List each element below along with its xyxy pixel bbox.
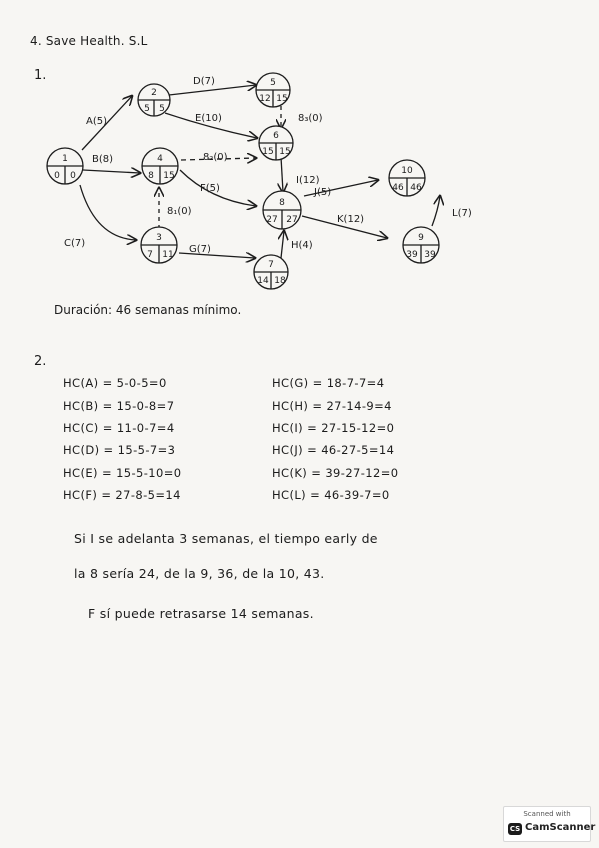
float-G: HC(G) = 18-7-7=4: [272, 376, 385, 390]
svg-text:10: 10: [401, 166, 413, 176]
node-6: [259, 126, 293, 160]
svg-text:7: 7: [147, 250, 153, 260]
svg-text:12: 12: [259, 94, 271, 104]
label-dummy2: 8₂(0): [203, 152, 228, 163]
svg-text:9: 9: [418, 233, 424, 243]
node-4: [142, 148, 178, 184]
label-dummy1: 8₁(0): [167, 206, 192, 217]
float-H: HC(H) = 27-14-9=4: [272, 399, 392, 413]
svg-text:3: 3: [156, 233, 162, 243]
node-8: [263, 191, 301, 229]
float-A: HC(A) = 5-0-5=0: [63, 376, 167, 390]
node-9: [403, 227, 439, 263]
svg-text:2: 2: [151, 88, 157, 98]
svg-text:4: 4: [157, 154, 163, 164]
label-E: E(10): [195, 113, 222, 124]
label-K: K(12): [337, 214, 365, 225]
node-7: [254, 255, 288, 289]
float-E: HC(E) = 15-5-10=0: [63, 466, 182, 480]
edge-I: [281, 157, 283, 192]
svg-text:15: 15: [276, 94, 288, 104]
node-10: [389, 160, 425, 196]
svg-text:11: 11: [162, 250, 174, 260]
camscanner-watermark: [503, 806, 596, 842]
section-2-number: 2.: [34, 354, 47, 369]
label-J: J(5): [314, 187, 332, 198]
svg-text:27: 27: [286, 215, 298, 225]
float-F: HC(F) = 27-8-5=14: [63, 488, 181, 502]
float-C: HC(C) = 11-0-7=4: [63, 421, 175, 435]
label-B: B(8): [92, 154, 114, 165]
document-title: 4. Save Health. S.L: [30, 34, 148, 48]
svg-text:39: 39: [424, 250, 436, 260]
svg-text:18: 18: [274, 276, 286, 286]
svg-text:15: 15: [163, 171, 175, 181]
label-F: F(5): [200, 183, 220, 194]
svg-text:15: 15: [279, 147, 291, 157]
float-K: HC(K) = 39-27-12=0: [272, 466, 399, 480]
label-C: C(7): [64, 238, 86, 249]
svg-text:5: 5: [270, 78, 276, 88]
svg-text:5: 5: [144, 104, 150, 114]
label-A: A(5): [86, 116, 108, 127]
svg-text:27: 27: [266, 215, 278, 225]
svg-text:6: 6: [273, 131, 279, 141]
float-D: HC(D) = 15-5-7=3: [63, 443, 176, 457]
svg-text:5: 5: [159, 104, 165, 114]
svg-text:8: 8: [148, 171, 154, 181]
edge-C: [80, 185, 136, 240]
note-line-3: F sí puede retrasarse 14 semanas.: [88, 606, 314, 621]
duration-text: Duración: 46 semanas mínimo.: [54, 303, 242, 317]
svg-text:46: 46: [392, 183, 404, 193]
label-dummy3: 8₃(0): [298, 113, 323, 124]
activity-network-diagram: [0, 0, 599, 330]
svg-text:46: 46: [410, 183, 422, 193]
svg-text:0: 0: [54, 171, 60, 181]
float-J: HC(J) = 46-27-5=14: [272, 443, 395, 457]
label-L: L(7): [452, 208, 472, 219]
svg-text:8: 8: [279, 198, 285, 208]
svg-text:14: 14: [257, 276, 269, 286]
watermark-caption: Scanned with: [523, 810, 571, 818]
note-line-1: Si I se adelanta 3 semanas, el tiempo early de: [74, 531, 378, 546]
camscanner-logo-icon: CS: [509, 825, 521, 833]
edge-L: [432, 196, 440, 226]
watermark-name: CamScanner: [525, 822, 596, 833]
node-2: [138, 84, 170, 116]
node-1: [47, 148, 83, 184]
edge-H: [281, 231, 284, 258]
note-line-2: la 8 sería 24, de la 9, 36, de la 10, 43.: [74, 566, 325, 581]
label-D: D(7): [193, 76, 215, 87]
svg-text:15: 15: [262, 147, 274, 157]
svg-text:7: 7: [268, 260, 274, 270]
edge-B: [83, 170, 140, 173]
label-G: G(7): [189, 244, 211, 255]
svg-text:0: 0: [70, 171, 76, 181]
label-I: I(12): [296, 175, 320, 186]
float-L: HC(L) = 46-39-7=0: [272, 488, 390, 502]
node-5: [256, 73, 290, 107]
svg-text:1: 1: [62, 154, 68, 164]
label-H: H(4): [291, 240, 313, 251]
section-1-number: 1.: [34, 68, 47, 83]
float-I: HC(I) = 27-15-12=0: [272, 421, 395, 435]
node-3: [141, 227, 177, 263]
svg-text:39: 39: [406, 250, 418, 260]
float-B: HC(B) = 15-0-8=7: [63, 399, 175, 413]
